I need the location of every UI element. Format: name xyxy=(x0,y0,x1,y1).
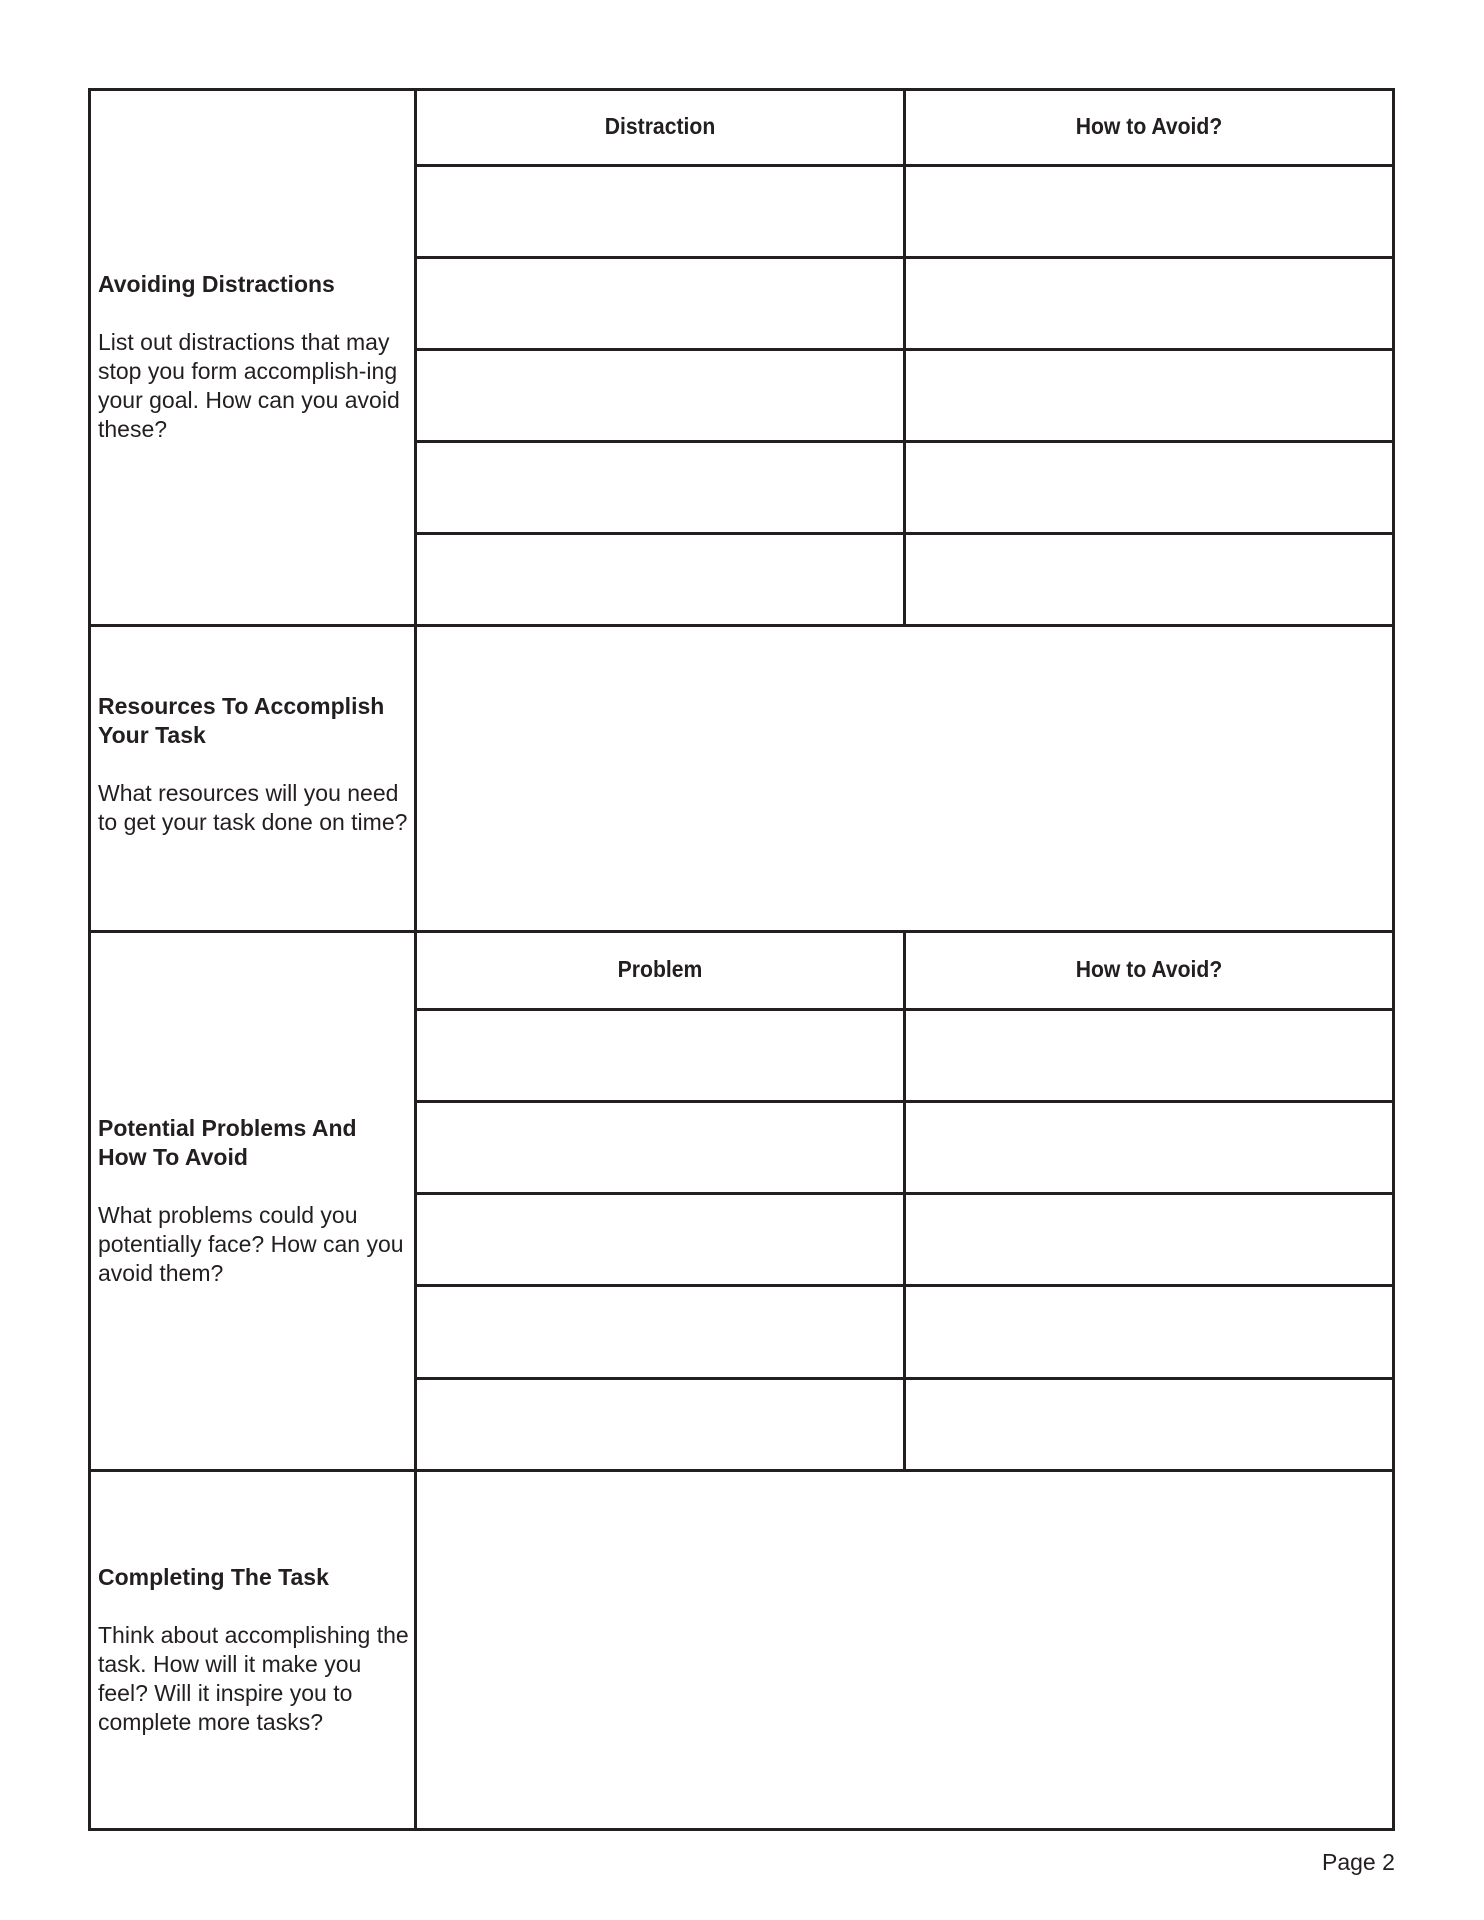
completing-task-answer-field[interactable] xyxy=(417,1472,1392,1828)
page-number: Page 2 xyxy=(1322,1849,1395,1875)
section-divider xyxy=(88,930,1395,933)
distraction-cell[interactable] xyxy=(417,443,903,532)
how-to-avoid-cell[interactable] xyxy=(906,1195,1392,1284)
problem-cell[interactable] xyxy=(417,1103,903,1192)
problem-cell[interactable] xyxy=(417,1195,903,1284)
how-to-avoid-cell[interactable] xyxy=(906,443,1392,532)
distraction-cell[interactable] xyxy=(417,259,903,348)
section-potential-problems-label xyxy=(98,1114,410,1288)
section-title: Potential Problems And How To Avoid xyxy=(98,1115,357,1170)
problem-cell[interactable] xyxy=(417,1287,903,1377)
section-description: What resources will you need to get your task done on time? xyxy=(98,780,408,835)
resources-answer-field[interactable] xyxy=(417,627,1392,930)
section-description: Think about accomplishing the task. How will it make you feel? Will it inspire you to complete more tasks? xyxy=(98,1622,409,1735)
how-to-avoid-cell[interactable] xyxy=(906,167,1392,256)
how-to-avoid-cell[interactable] xyxy=(906,1287,1392,1377)
distraction-cell[interactable] xyxy=(417,167,903,256)
how-to-avoid-cell[interactable] xyxy=(906,351,1392,440)
problem-cell[interactable] xyxy=(417,1011,903,1100)
column-header-distraction: Distraction xyxy=(604,113,716,139)
how-to-avoid-cell[interactable] xyxy=(906,1103,1392,1192)
distraction-cell[interactable] xyxy=(417,351,903,440)
column-header-how-to-avoid: How to Avoid? xyxy=(1075,113,1223,139)
section-description: What problems could you potentially face? How can you avoid them? xyxy=(98,1202,404,1286)
section-title: Avoiding Distractions xyxy=(98,271,335,297)
section-completing-task-label xyxy=(98,1563,410,1737)
section-title: Resources To Accomplish Your Task xyxy=(98,693,385,748)
distraction-cell[interactable] xyxy=(417,535,903,624)
column-header-how-to-avoid: How to Avoid? xyxy=(1075,956,1223,982)
section-avoiding-distractions-label xyxy=(98,270,410,444)
how-to-avoid-cell[interactable] xyxy=(906,259,1392,348)
how-to-avoid-cell[interactable] xyxy=(906,535,1392,624)
problem-cell[interactable] xyxy=(417,1380,903,1469)
section-title: Completing The Task xyxy=(98,1564,329,1590)
how-to-avoid-cell[interactable] xyxy=(906,1011,1392,1100)
section-resources-label xyxy=(98,692,410,837)
how-to-avoid-cell[interactable] xyxy=(906,1380,1392,1469)
column-header-problem: Problem xyxy=(617,956,703,982)
section-description: List out distractions that may stop you form accomplish-ing your goal. How can you avoid these? xyxy=(98,329,400,442)
